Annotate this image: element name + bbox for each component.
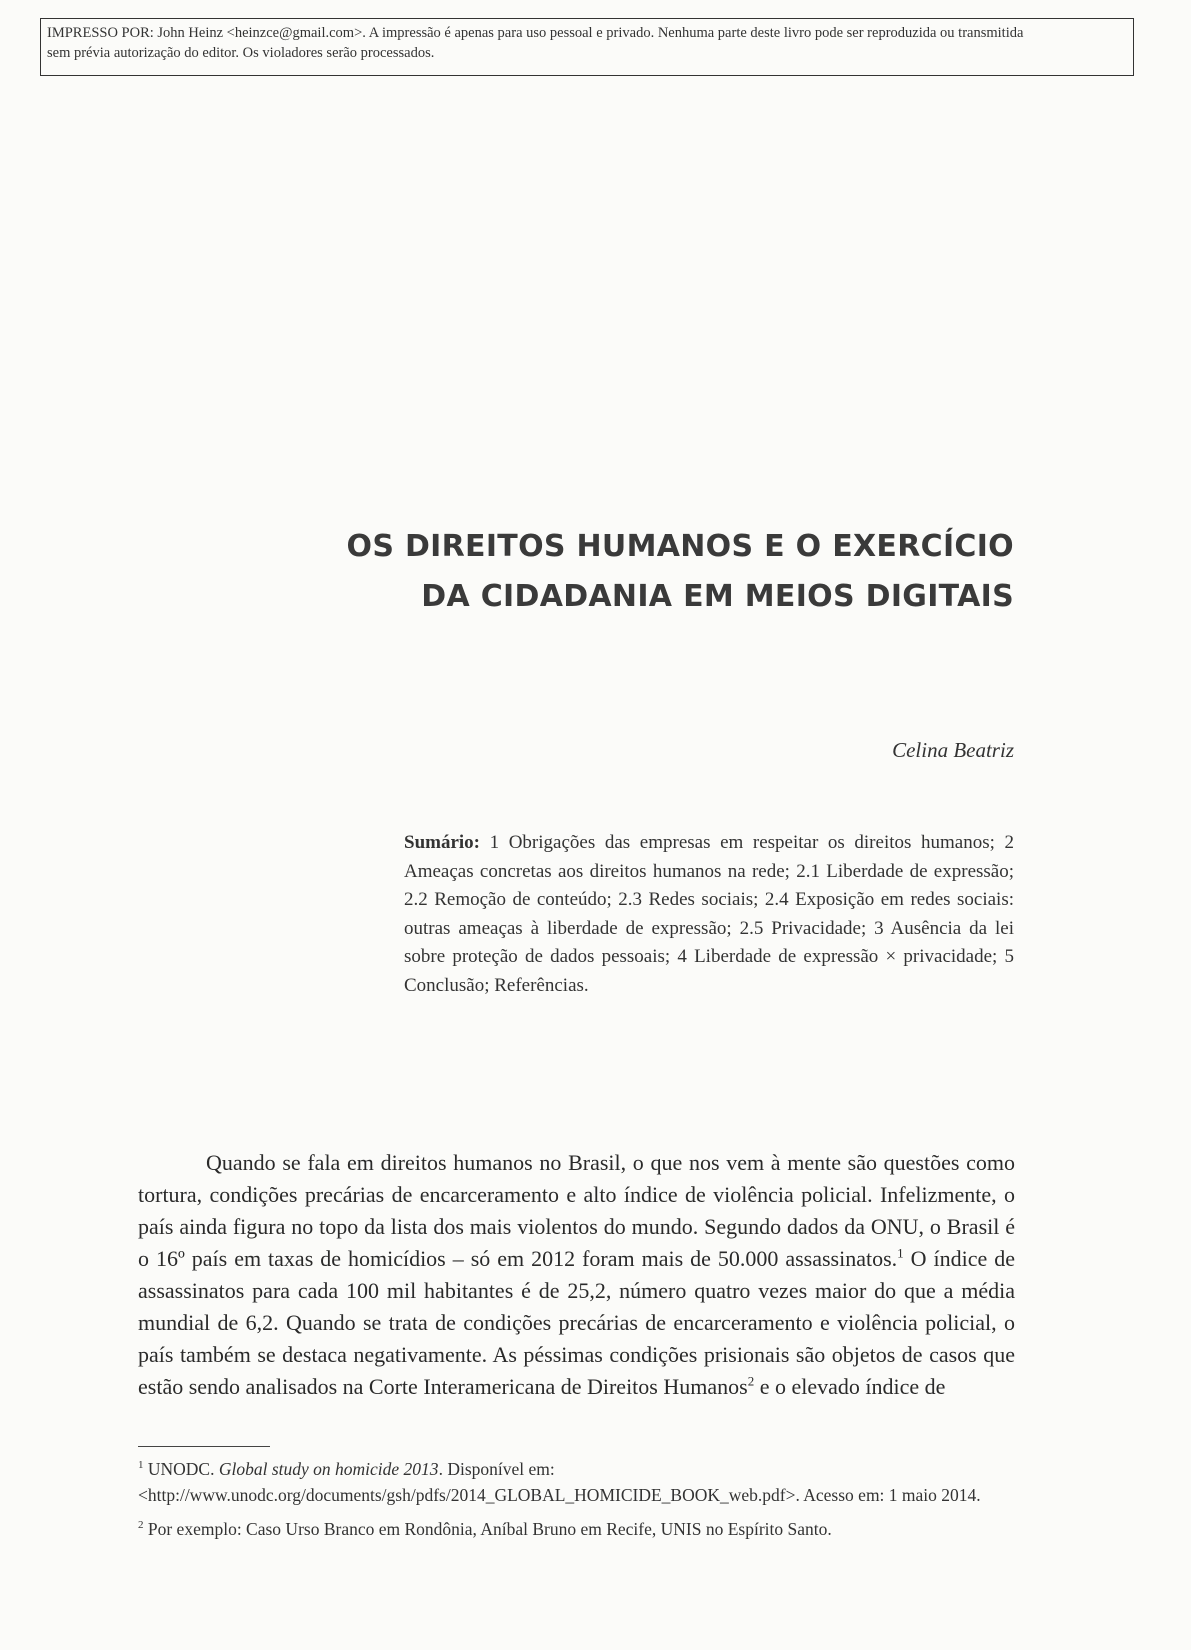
footnote-1-pre: UNODC. (143, 1459, 219, 1479)
footnote-2-number: 2 (138, 1519, 144, 1532)
footnote-1-post: . Disponível em: <http://www.unodc.org/documents/gsh/pdfs/2014_GLOBAL_HOMICIDE_BOOK_web.pdf>. Acesso em: 1 maio 2014. (138, 1459, 981, 1505)
body-text-part-2: O índice de assassinatos para cada 100 mil habitantes é de 25,2, número quatro vezes maior do que a média mundial de 6,2. Quando se trata de condições precárias de encarceramento e violência policial, o país também se destaca negativamente. As péssimas condições prisionais são objetos de casos que estão sendo analisados na Corte Interamericana de Direitos Humanos (138, 1246, 1015, 1399)
footnote-2 (138, 1516, 1015, 1542)
print-notice-box (40, 18, 1134, 76)
footnote-1 (138, 1456, 1015, 1508)
summary-label: Sumário: (404, 832, 480, 853)
footnote-divider (138, 1446, 270, 1447)
chapter-title-line-2: DA CIDADANIA EM MEIOS DIGITAIS (421, 579, 1014, 614)
body-text-part-1: Quando se fala em direitos humanos no Brasil, o que nos vem à mente são questões como tortura, condições precárias de encarceramento e alto índice de violência policial. Infelizmente, o país ainda figura no topo da lista dos mais violentos do mundo. Segundo dados da ONU, o Brasil é o 16º país em taxas de homicídios – só em 2012 foram mais de 50.000 assassinatos. (138, 1150, 1015, 1271)
chapter-title (347, 522, 1014, 622)
chapter-title-line-1: OS DIREITOS HUMANOS E O EXERCÍCIO (346, 529, 1014, 564)
print-notice-line-1: IMPRESSO POR: John Heinz <heinzce@gmail.com>. A impressão é apenas para uso pessoal e privado. Nenhuma parte deste livro pode ser reproduzida ou transmitida (47, 25, 1024, 41)
summary-block (404, 829, 1014, 1000)
footnote-1-number: 1 (138, 1459, 144, 1472)
footnote-ref-2[interactable]: 2 (747, 1373, 755, 1389)
summary-text: 1 Obrigações das empresas em respeitar os direitos humanos; 2 Ameaças concretas aos direitos humanos na rede; 2.1 Liberdade de expressão; 2.2 Remoção de conteúdo; 2.3 Redes sociais; 2.4 Exposição em redes sociais: outras ameaças à liberdade de expressão; 2.5 Privacidade; 3 Ausência da lei sobre proteção de dados pessoais; 4 Liberdade de expressão × privacidade; 5 Conclusão; Referências. (404, 832, 1014, 996)
footnote-1-title: Global study on homicide 2013 (218, 1459, 439, 1479)
body-paragraph (138, 1147, 1015, 1403)
body-text-part-3: e o elevado índice de (754, 1374, 946, 1399)
footnote-2-text: Por exemplo: Caso Urso Branco em Rondônia, Aníbal Bruno em Recife, UNIS no Espírito Santo. (143, 1519, 832, 1539)
print-notice-line-2: sem prévia autorização do editor. Os violadores serão processados. (47, 45, 435, 61)
footnote-ref-1[interactable]: 1 (897, 1245, 904, 1261)
author-name: Celina Beatriz (892, 738, 1014, 762)
footnotes (138, 1456, 1015, 1550)
